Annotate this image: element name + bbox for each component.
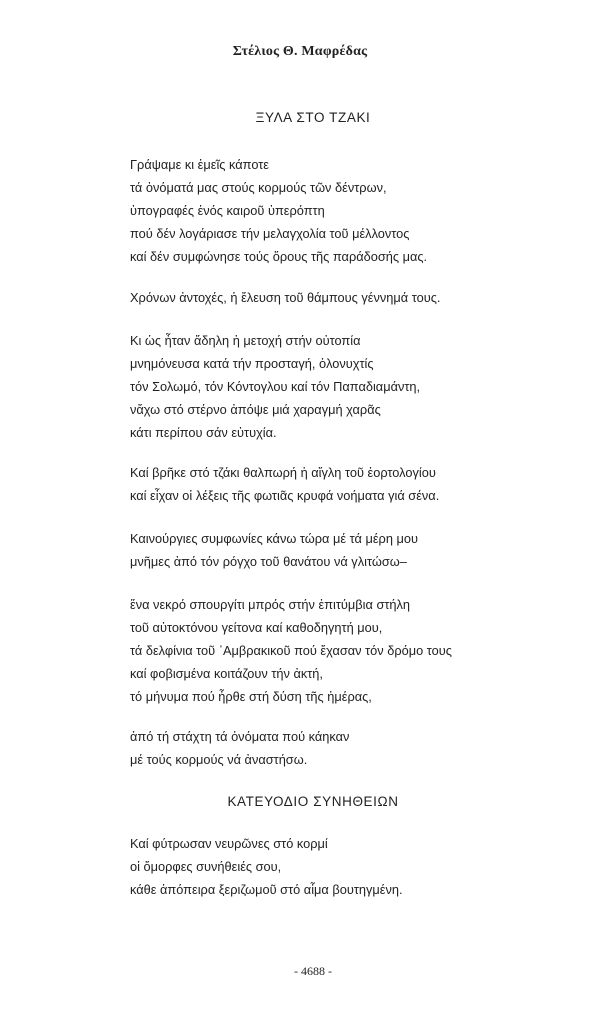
- verse-line: μέ τούς κορμούς νά ἀναστήσω.: [130, 752, 308, 767]
- verse-line: πού δέν λογάριασε τήν μελαγχολία τοῦ μέλλοντος: [130, 226, 410, 241]
- poem-title: ΞΥΛΑ ΣΤΟ ΤΖΑΚΙ: [255, 110, 371, 125]
- stanza: [130, 461, 580, 507]
- stanza: [130, 286, 580, 309]
- verse-line: οἱ ὄμορφες συνήθειές σου,: [130, 859, 282, 874]
- verse-line: Καί βρῆκε στό τζάκι θαλπωρή ἡ αἴγλη τοῦ ἑορτολογίου: [130, 465, 436, 480]
- verse-line: τόν Σολωμό, τόν Κόντογλου καί τόν Παπαδιαμάντη,: [130, 379, 421, 394]
- stanza: [130, 329, 580, 444]
- verse-line: τά δελφίνια τοῦ ᾿Αμβρακικοῦ πού ἔχασαν τόν δρόμο τους: [130, 643, 452, 658]
- verse-line: τά ὀνόματά μας στούς κορμούς τῶν δέντρων,: [130, 180, 387, 195]
- verse-line: νἄχω στό στέρνο ἀπόψε μιά χαραγμή χαρᾶς: [130, 402, 381, 417]
- verse-line: ἀπό τή στάχτη τά ὀνόματα πού κάηκαν: [130, 729, 350, 744]
- verse-line: καί δέν συμφώνησε τούς ὅρους τῆς παράδοσής μας.: [130, 249, 428, 264]
- stanza: [130, 832, 580, 901]
- verse-line: κάτι περίπου σάν εὐτυχία.: [130, 425, 277, 440]
- verse-line: Κι ὡς ἦταν ἄδηλη ἡ μετοχή στήν οὐτοπία: [130, 333, 361, 348]
- verse-line: Γράψαμε κι ἐμεῖς κάποτε: [130, 157, 270, 172]
- page-number: - 4688 -: [294, 964, 332, 978]
- verse-line: ὑπογραφές ἑνός καιροῦ ὑπερόπτη: [130, 203, 325, 218]
- stanza: [130, 527, 580, 573]
- verse-line: καί φοβισμένα κοιτάζουν τήν ἀκτή,: [130, 666, 323, 681]
- verse-line: Καί φύτρωσαν νευρῶνες στό κορμί: [130, 836, 328, 851]
- verse-line: μνῆμες ἀπό τόν ρόγχο τοῦ θανάτου νά γλιτώσω–: [130, 554, 407, 569]
- verse-line: καί εἶχαν οἱ λέξεις τῆς φωτιᾶς κρυφά νοήματα γιά σένα.: [130, 488, 440, 503]
- stanza: [130, 725, 580, 771]
- verse-line: τοῦ αὐτοκτόνου γείτονα καί καθοδηγητή μου,: [130, 620, 383, 635]
- verse-line: τό μήνυμα πού ἦρθε στή δύση τῆς ἡμέρας,: [130, 689, 372, 704]
- verse-line: Καινούργιες συμφωνίες κάνω τώρα μέ τά μέρη μου: [130, 531, 418, 546]
- verse-line: μνημόνευσα κατά τήν προσταγή, ὁλονυχτίς: [130, 356, 374, 371]
- stanza: [130, 593, 580, 708]
- author-name: Στέλιος Θ. Μαφρέδας: [232, 44, 368, 59]
- verse-line: ἕνα νεκρό σπουργίτι μπρός στήν ἐπιτύμβια στήλη: [130, 597, 411, 612]
- stanza: [130, 153, 580, 268]
- poem-title: ΚΑΤΕΥΟΔΙΟ ΣΥΝΗΘΕΙΩΝ: [227, 794, 399, 809]
- verse-line: κάθε ἀπόπειρα ξεριζωμοῦ στό αἷμα βουτηγμένη.: [130, 882, 403, 897]
- verse-line: Χρόνων ἀντοχές, ἡ ἔλευση τοῦ θάμπους γέννημά τους.: [130, 290, 441, 305]
